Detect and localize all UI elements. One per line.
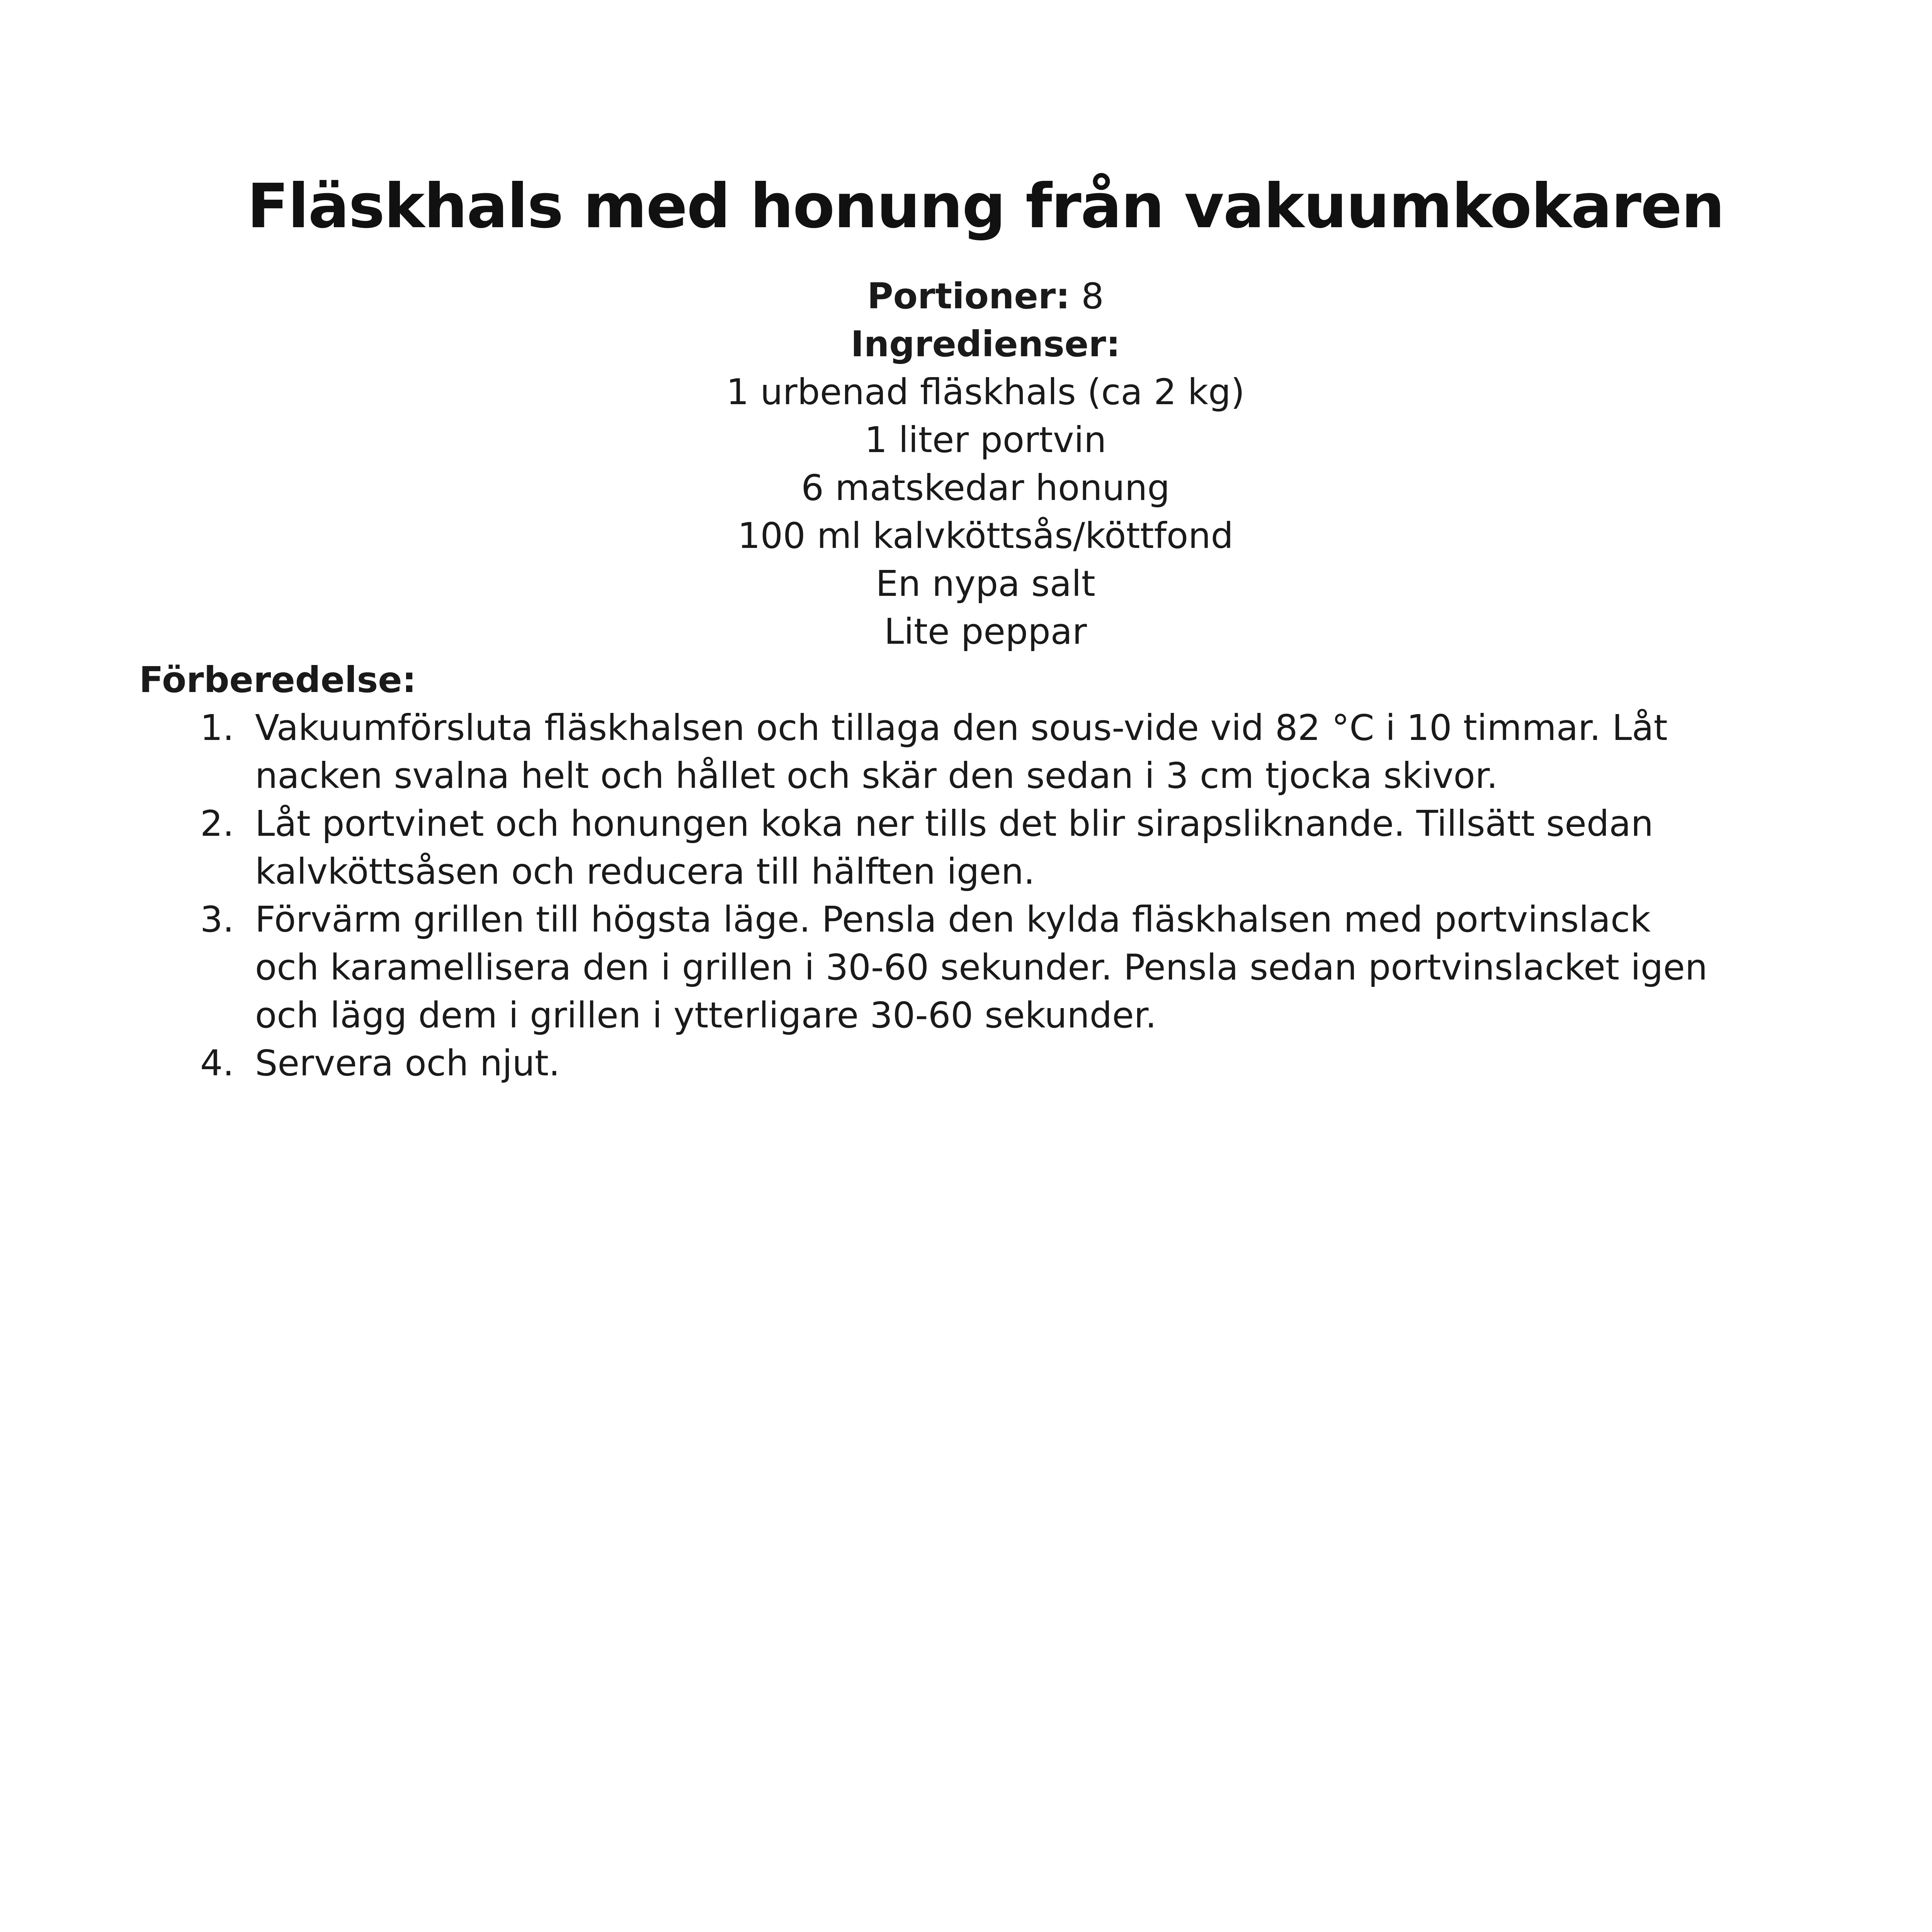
portions-label: Portioner: bbox=[867, 276, 1070, 317]
preparation-step bbox=[139, 704, 1801, 800]
portions-line bbox=[0, 272, 1932, 320]
portions-value: 8 bbox=[1081, 276, 1104, 317]
recipe-title: Fläskhals med honung från vakuumkokaren bbox=[247, 171, 1724, 242]
step-text-line: Förvärm grillen till högsta läge. Pensla den kylda fläskhalsen med portvinslack bbox=[255, 899, 1651, 940]
step-text-line: Vakuumförsluta fläskhalsen och tillaga den sous-vide vid 82 °C i 10 timmar. Låt bbox=[255, 707, 1668, 748]
ingredient-item: Lite peppar bbox=[884, 611, 1087, 652]
step-number: 2. bbox=[200, 803, 234, 844]
ingredient-item: 6 matskedar honung bbox=[801, 467, 1170, 509]
step-text-line: och lägg dem i grillen i ytterligare 30-60 sekunder. bbox=[255, 995, 1157, 1036]
preparation-heading: Förberedelse: bbox=[139, 659, 417, 701]
step-text-line: Servera och njut. bbox=[255, 1043, 560, 1084]
preparation-step bbox=[139, 800, 1801, 896]
preparation-steps bbox=[139, 704, 1801, 1087]
step-text-line: nacken svalna helt och hållet och skär den sedan i 3 cm tjocka skivor. bbox=[255, 755, 1498, 796]
ingredient-item: En nypa salt bbox=[876, 563, 1095, 604]
step-number: 3. bbox=[200, 899, 234, 940]
step-number: 1. bbox=[200, 707, 234, 748]
step-text-line: kalvköttsåsen och reducera till hälften igen. bbox=[255, 851, 1035, 892]
step-number: 4. bbox=[200, 1043, 234, 1084]
step-text bbox=[255, 1039, 1801, 1087]
ingredient-item: 1 liter portvin bbox=[864, 419, 1107, 461]
step-text bbox=[255, 896, 1801, 1039]
recipe-summary bbox=[0, 272, 1932, 656]
ingredients-heading: Ingredienser: bbox=[850, 323, 1121, 365]
step-text bbox=[255, 800, 1801, 896]
ingredient-item: 100 ml kalvköttsås/köttfond bbox=[738, 515, 1233, 556]
step-text bbox=[255, 704, 1801, 800]
step-text-line: Låt portvinet och honungen koka ner tills det blir sirapsliknande. Tillsätt sedan bbox=[255, 803, 1653, 844]
preparation-step bbox=[139, 896, 1801, 1039]
preparation-step bbox=[139, 1039, 1801, 1087]
ingredient-item: 1 urbenad fläskhals (ca 2 kg) bbox=[726, 371, 1245, 413]
step-text-line: och karamellisera den i grillen i 30-60 sekunder. Pensla sedan portvinslacket igen bbox=[255, 947, 1708, 988]
